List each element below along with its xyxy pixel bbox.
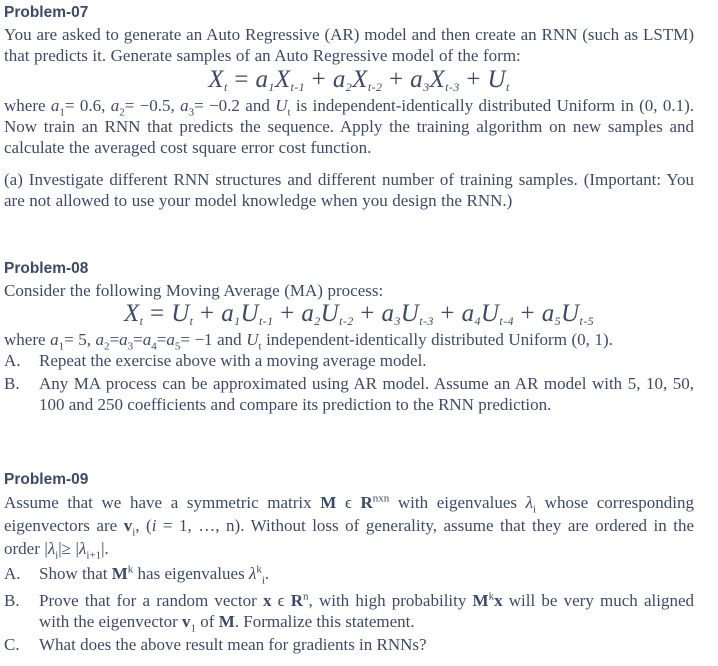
- item-marker: A.: [4, 564, 21, 583]
- problem-09-item-c: [4, 634, 694, 655]
- item-text: Repeat the exercise above with a moving average model.: [39, 351, 427, 370]
- ma-equation: $X_t = U_t + a_1U_{t-1} + a_2U_{t-2} + a_3U_{t-3} + a_4U_{t-4} + a_5U_{t-5}$: [123, 300, 595, 328]
- item-marker: A.: [4, 351, 21, 370]
- problem-07-intro: You are asked to generate an Auto Regressive (AR) model and then create an RNN (such as LSTM) that predicts it. Generate samples of an Auto Regressive model of the form:: [4, 25, 694, 65]
- item-text: What does the above result mean for gradients in RNNs?: [39, 635, 427, 654]
- ar-equation: $X_t = a_1X_{t-1} + a_2X_{t-2} + a_3X_{t-3} + U_t$: [208, 66, 510, 94]
- problem-07-part-a: (a) Investigate different RNN structures and different number of training samples. (Important: You are not allowed to use your model knowledge when you design the RNN.): [4, 170, 694, 210]
- problem-08-where: where $a_1= 5$, $a_2=a_3=a_4=a_5= -1$ and $U_t$ independent-identically distributed Uniform (0, 1).: [4, 330, 613, 353]
- problem-09-item-a: [4, 563, 694, 587]
- problem-08-title: Problem-08: [4, 260, 89, 277]
- item-text: Prove that for a random vector x ϵ $R^n$, with high probability $M^kx$ will be very much aligned with the eigenvector $v_1$ of M. Formalize this statement.: [39, 590, 694, 635]
- item-marker: C.: [4, 635, 20, 654]
- problem-07-title: Problem-07: [4, 4, 89, 21]
- problem-09-para: Assume that we have a symmetric matrix M ϵ $R^{nxn}$ with eigenvalues $\lambda_i$ whose corresponding eigenvectors are $v_i$, (i = 1, …, n). Without loss of generality, assume that they are ordered in the order $|\lambda_i|\ge |\lambda_{i+1}|$.: [4, 492, 695, 562]
- problem-08-item-b: [4, 373, 694, 415]
- item-marker: B.: [4, 374, 20, 393]
- item-text: Show that $M^k$ has eigenvalues $\lambda^k_i$.: [39, 563, 270, 587]
- item-text: Any MA process can be approximated using AR model. Assume an AR model with 5, 10, 50, 100 and 250 coefficients and compare its prediction to the RNN prediction.: [39, 374, 694, 414]
- problem-09-title: Problem-09: [4, 471, 89, 488]
- problem-07-where: where $a_1= 0.6$, $a_2= -0.5$, $a_3= -0.2$ and $U_t$ is independent-identically distributed Uniform in (0, 0.1). Now train an RNN that predicts the sequence. Apply the training algorithm on new samples and calculate the averaged cost square error cost function.: [4, 96, 695, 157]
- problem-08-intro: Consider the following Moving Average (MA) process:: [4, 281, 384, 300]
- problem-08-item-a: [4, 350, 694, 371]
- item-marker: B.: [4, 591, 20, 610]
- problem-09-item-b: [4, 590, 694, 635]
